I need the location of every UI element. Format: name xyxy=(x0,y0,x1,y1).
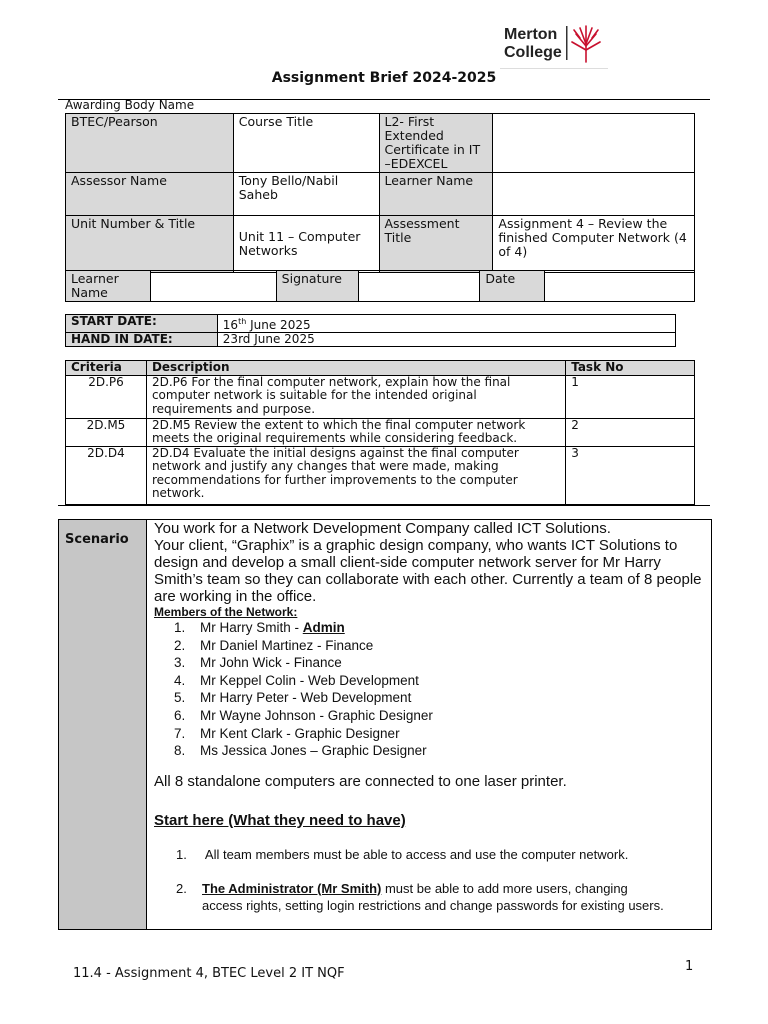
criteria-header: Criteria xyxy=(66,361,147,376)
list-item xyxy=(174,742,709,760)
course-title-label: Course Title xyxy=(233,114,379,173)
start-date-value xyxy=(217,315,675,333)
members-heading: Members of the Network: xyxy=(154,605,298,619)
requirement-2-line1 xyxy=(176,880,709,897)
scenario-label: Scenario xyxy=(65,532,129,547)
start-day: 16 xyxy=(222,318,239,332)
body-label: BTEC/Pearson xyxy=(66,114,234,173)
assessment-title-value: Assignment 4 – Review the finished Computer Network (4 of 4) xyxy=(493,216,695,273)
administrator-emphasis: The Administrator (Mr Smith) xyxy=(202,880,382,896)
requirement-text: All team members must be able to access and use the computer network. xyxy=(202,846,629,862)
list-number: 7. xyxy=(174,725,186,741)
member-name: Mr Harry Smith - xyxy=(200,620,303,635)
scenario-intro-1: You work for a Network Development Company called ICT Solutions. xyxy=(154,520,611,537)
scenario-content xyxy=(154,520,709,914)
start-sup: th xyxy=(238,317,247,326)
list-item xyxy=(174,619,709,637)
list-number: 5. xyxy=(174,690,186,706)
signature-table xyxy=(65,270,695,302)
table-row xyxy=(66,315,676,333)
hand-in-date-label: HAND IN DATE: xyxy=(66,333,218,347)
learner-name-label: Learner Name xyxy=(379,173,493,216)
page-title: Assignment Brief 2024-2025 xyxy=(271,70,497,86)
criteria-description: 2D.P6 For the final computer network, explain how the final computer network is suitable for the intended original requirements and purpose. xyxy=(146,375,565,418)
table-row xyxy=(66,418,695,446)
hand-in-date-value: 23rd June 2025 xyxy=(217,333,675,347)
blank-cell xyxy=(493,114,695,173)
members-list xyxy=(174,619,709,760)
criteria-description: 2D.M5 Review the extent to which the final computer network meets the original requirements while considering feedback. xyxy=(146,418,565,446)
signature-label: Signature xyxy=(276,271,358,302)
table-row xyxy=(66,216,695,273)
list-number: 8. xyxy=(174,743,186,759)
criteria-code: 2D.M5 xyxy=(66,418,147,446)
assessment-title-label: Assessment Title xyxy=(379,216,493,273)
member-name: Mr Kent Clark - Graphic Designer xyxy=(200,725,400,741)
member-name: Ms Jessica Jones – Graphic Designer xyxy=(200,743,427,759)
requirement-2 xyxy=(176,880,709,914)
unit-label: Unit Number & Title xyxy=(66,216,234,273)
list-item xyxy=(174,637,709,655)
course-info-table xyxy=(65,113,695,273)
list-item xyxy=(174,672,709,690)
list-number: 1. xyxy=(176,846,187,862)
sign-learner-name-field[interactable] xyxy=(150,271,276,302)
logo-line2: College xyxy=(504,44,562,61)
task-no-header: Task No xyxy=(566,361,695,376)
awarding-body-label: Awarding Body Name xyxy=(65,98,195,112)
requirement-2-line2: access rights, setting login restrictions and change passwords for existing users. xyxy=(202,897,664,913)
list-item xyxy=(174,725,709,743)
table-row xyxy=(66,173,695,216)
requirement-1 xyxy=(176,846,709,863)
criteria-table xyxy=(65,360,695,505)
task-number: 3 xyxy=(566,446,695,504)
list-number: 6. xyxy=(174,707,186,723)
member-name: Mr John Wick - Finance xyxy=(200,655,342,671)
list-item xyxy=(174,689,709,707)
list-number: 2. xyxy=(174,637,186,653)
tree-icon xyxy=(566,24,602,64)
description-header: Description xyxy=(146,361,565,376)
task-number: 2 xyxy=(566,418,695,446)
member-name: Mr Harry Peter - Web Development xyxy=(200,690,412,706)
table-row xyxy=(66,271,695,302)
logo-text xyxy=(504,26,562,62)
requirement-text: must be able to add more users, changing xyxy=(381,880,628,896)
assessor-name-value: Tony Bello/Nabil Saheb xyxy=(233,173,379,216)
list-number: 2. xyxy=(176,880,187,896)
table-row xyxy=(66,114,695,173)
criteria-code: 2D.P6 xyxy=(66,375,147,418)
assessor-name-label: Assessor Name xyxy=(66,173,234,216)
task-number: 1 xyxy=(566,375,695,418)
start-rest: June 2025 xyxy=(246,318,311,332)
start-here-heading: Start here (What they need to have) xyxy=(154,811,406,829)
date-label: Date xyxy=(480,271,545,302)
merton-college-logo xyxy=(500,24,610,72)
criteria-description: 2D.D4 Evaluate the initial designs against the final computer network and justify any changes that were made, making recommendations for further improvements to the computer network. xyxy=(146,446,565,504)
section-rule xyxy=(58,505,710,506)
scenario-label-column xyxy=(59,520,147,929)
unit-value: Unit 11 – Computer Networks xyxy=(233,216,379,273)
criteria-code: 2D.D4 xyxy=(66,446,147,504)
sign-learner-name-label: Learner Name xyxy=(66,271,151,302)
course-title-value: L2- First Extended Certificate in IT –EDEXCEL xyxy=(379,114,493,173)
table-row xyxy=(66,446,695,504)
list-item xyxy=(174,707,709,725)
member-name: Mr Keppel Colin - Web Development xyxy=(200,672,419,688)
logo-line1: Merton xyxy=(504,26,558,43)
start-date-label: START DATE: xyxy=(66,315,218,333)
signature-field[interactable] xyxy=(358,271,480,302)
table-row xyxy=(66,375,695,418)
printer-note: All 8 standalone computers are connected to one laser printer. xyxy=(154,772,567,790)
date-field[interactable] xyxy=(545,271,695,302)
table-header-row xyxy=(66,361,695,376)
logo-divider xyxy=(500,68,608,69)
list-item xyxy=(174,654,709,672)
list-number: 3. xyxy=(174,655,186,671)
page-number: 1 xyxy=(685,959,694,974)
list-number: 4. xyxy=(174,672,186,688)
member-name: Mr Wayne Johnson - Graphic Designer xyxy=(200,707,433,723)
list-number: 1. xyxy=(174,620,186,635)
scenario-box xyxy=(58,519,712,930)
dates-table xyxy=(65,314,676,347)
member-name: Mr Daniel Martinez - Finance xyxy=(200,637,374,653)
scenario-intro-2: Your client, “Graphix” is a graphic design company, who wants ICT Solutions to design and develop a small client-side computer network server for Mr Harry Smith’s team so they can collaborate with each other. Currently a team of 8 people are working in the office. xyxy=(154,537,702,605)
footer-text: 11.4 - Assignment 4, BTEC Level 2 IT NQF xyxy=(73,966,345,981)
learner-name-field[interactable] xyxy=(493,173,695,216)
member-role-admin: Admin xyxy=(302,620,345,635)
table-row xyxy=(66,333,676,347)
